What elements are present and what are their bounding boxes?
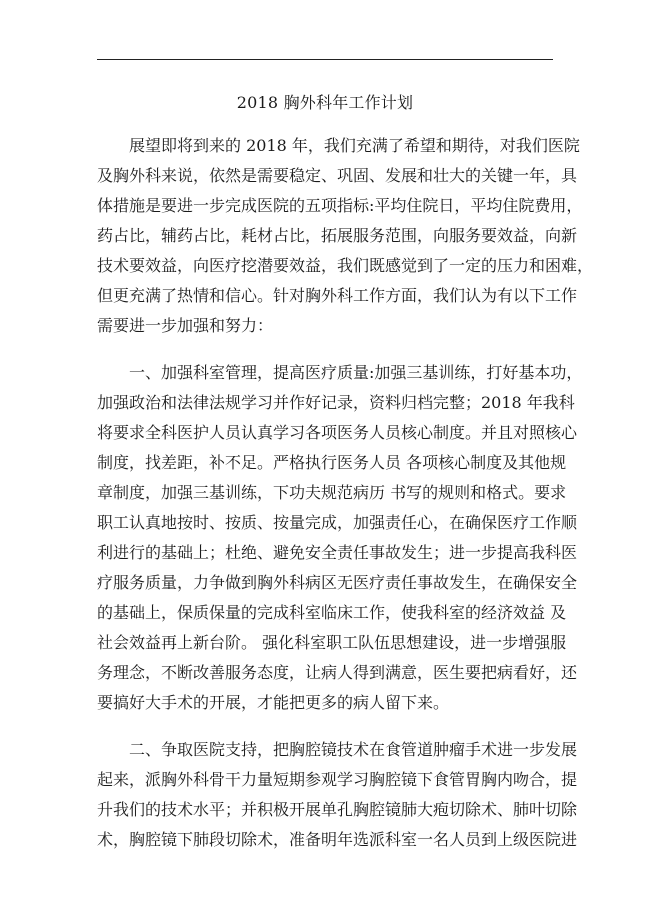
header-rule [97, 59, 553, 60]
text-line: 制度，找差距，补不足。严格执行医务人员 各项核心制度及其他规 [97, 453, 567, 472]
paragraph-1 [97, 131, 594, 341]
text-line: 升我们的技术水平；并积极开展单孔胸腔镜肺大疱切除术、肺叶切除 [97, 800, 578, 819]
text-line: 章制度，加强三基训练，下功夫规范病历 书写的规则和格式。要求 [97, 483, 567, 502]
paragraph-2 [97, 358, 583, 718]
text-line: 疗服务质量，力争做到胸外科病区无医疗责任事故发生，在确保安全 [97, 573, 578, 592]
document-body [97, 131, 594, 872]
text-line: 一、加强科室管理，提高医疗质量:加强三基训练，打好基本功， [97, 363, 583, 382]
text-line: 二、争取医院支持，把胸腔镜技术在食管道肿瘤手术进一步发展 [97, 740, 578, 759]
document-title: 2018 胸外科年工作计划 [236, 93, 414, 112]
text-line: 及胸外科来说，依然是需要稳定、巩固、发展和壮大的关键一年，具 [97, 166, 578, 185]
paragraph-3 [97, 735, 578, 855]
text-line: 但更充满了热情和信心。针对胸外科工作方面，我们认为有以下工作 [97, 286, 578, 305]
text-line: 利进行的基础上；杜绝、避免安全责任事故发生；进一步提高我科医 [97, 543, 578, 562]
text-line: 加强政治和法律法规学习并作好记录，资料归档完整；2018 年我科 [97, 393, 575, 412]
text-line: 务理念，不断改善服务态度，让病人得到满意，医生要把病看好，还 [97, 663, 578, 682]
text-line: 需要进一步加强和努力： [97, 316, 274, 335]
text-line: 技术要效益，向医疗挖潜要效益，我们既感觉到了一定的压力和困难， [97, 256, 594, 275]
text-line: 将要求全科医护人员认真学习各项医务人员核心制度。并且对照核心 [97, 423, 578, 442]
text-line: 要搞好大手术的开展，才能把更多的病人留下来。 [97, 693, 450, 712]
text-line: 药占比，辅药占比，耗材占比，拓展服务范围，向服务要效益，向新 [97, 226, 578, 245]
text-line: 展望即将到来的 2018 年，我们充满了希望和期待，对我们医院 [97, 136, 580, 155]
text-line: 起来，派胸外科骨干力量短期参观学习胸腔镜下食管胃胸内吻合，提 [97, 770, 578, 789]
text-line: 的基础上，保质保量的完成科室临床工作，使我科室的经济效益 及 [97, 603, 567, 622]
text-line: 职工认真地按时、按质、按量完成，加强责任心，在确保医疗工作顺 [97, 513, 578, 532]
text-line: 社会效益再上新台阶。 强化科室职工队伍思想建设，进一步增强服 [97, 633, 567, 652]
text-line: 术，胸腔镜下肺段切除术，准备明年选派科室一名人员到上级医院进 [97, 830, 578, 849]
text-line: 体措施是要进一步完成医院的五项指标:平均住院日，平均住院费用， [97, 196, 583, 215]
